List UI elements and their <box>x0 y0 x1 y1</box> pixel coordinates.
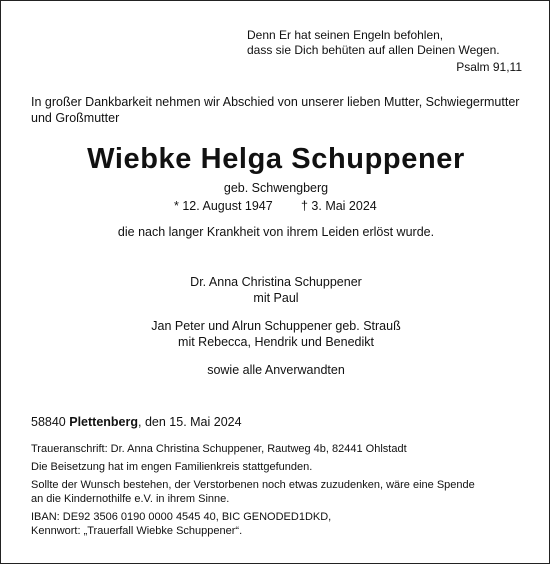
place-zip: 58840 <box>31 415 66 429</box>
psalm-line-2: dass sie Dich behüten auf allen Deinen Wegen. <box>247 43 500 57</box>
place-date <box>31 415 242 429</box>
family-group-2-line-1: Jan Peter und Alrun Schuppener geb. Strauß <box>151 319 401 333</box>
donation-line-2: an die Kindernothilfe e.V. in ihrem Sinne. <box>31 493 230 505</box>
intro-text <box>31 94 531 126</box>
donation-keyword: Kennwort: „Trauerfall Wiebke Schuppener“. <box>31 525 243 537</box>
psalm-reference: Psalm 91,11 <box>456 60 522 74</box>
place-date-text: , den 15. Mai 2024 <box>138 415 242 429</box>
details-block <box>31 442 536 538</box>
family-list <box>1 274 550 378</box>
maiden-name: geb. Schwengberg <box>223 181 329 195</box>
intro-line-1: In großer Dankbarkeit nehmen wir Abschied von unserer lieben Mutter, Schwiegermutter <box>31 95 520 109</box>
death-date: † 3. Mai 2024 <box>301 199 377 213</box>
deceased-name: Wiebke Helga Schuppener <box>87 143 465 175</box>
psalm-quote <box>247 28 522 75</box>
family-group-1-line-1: Dr. Anna Christina Schuppener <box>190 275 362 289</box>
psalm-line-1: Denn Er hat seinen Engeln befohlen, <box>247 28 444 42</box>
birth-date: * 12. August 1947 <box>174 199 273 213</box>
donation-line-1: Sollte der Wunsch bestehen, der Verstorbenen noch etwas zuzudenken, wäre eine Spende <box>31 479 475 491</box>
place-city: Plettenberg <box>69 415 139 429</box>
family-group-3: sowie alle Anverwandten <box>207 363 345 377</box>
family-group-1-line-2: mit Paul <box>253 291 299 305</box>
intro-line-2: und Großmutter <box>31 111 120 125</box>
funeral-note: Die Beisetzung hat im engen Familienkreis stattgefunden. <box>31 461 313 473</box>
cause-text: die nach langer Krankheit von ihrem Leiden erlöst wurde. <box>117 225 435 239</box>
bank-iban: IBAN: DE92 3506 0190 0000 4545 40, BIC GENODED1DKD, <box>31 511 332 523</box>
family-group-2-line-2: mit Rebecca, Hendrik und Benedikt <box>178 335 374 349</box>
donation-note <box>31 478 536 506</box>
mourning-address: Traueranschrift: Dr. Anna Christina Schuppener, Rautweg 4b, 82441 Ohlstadt <box>31 443 407 455</box>
